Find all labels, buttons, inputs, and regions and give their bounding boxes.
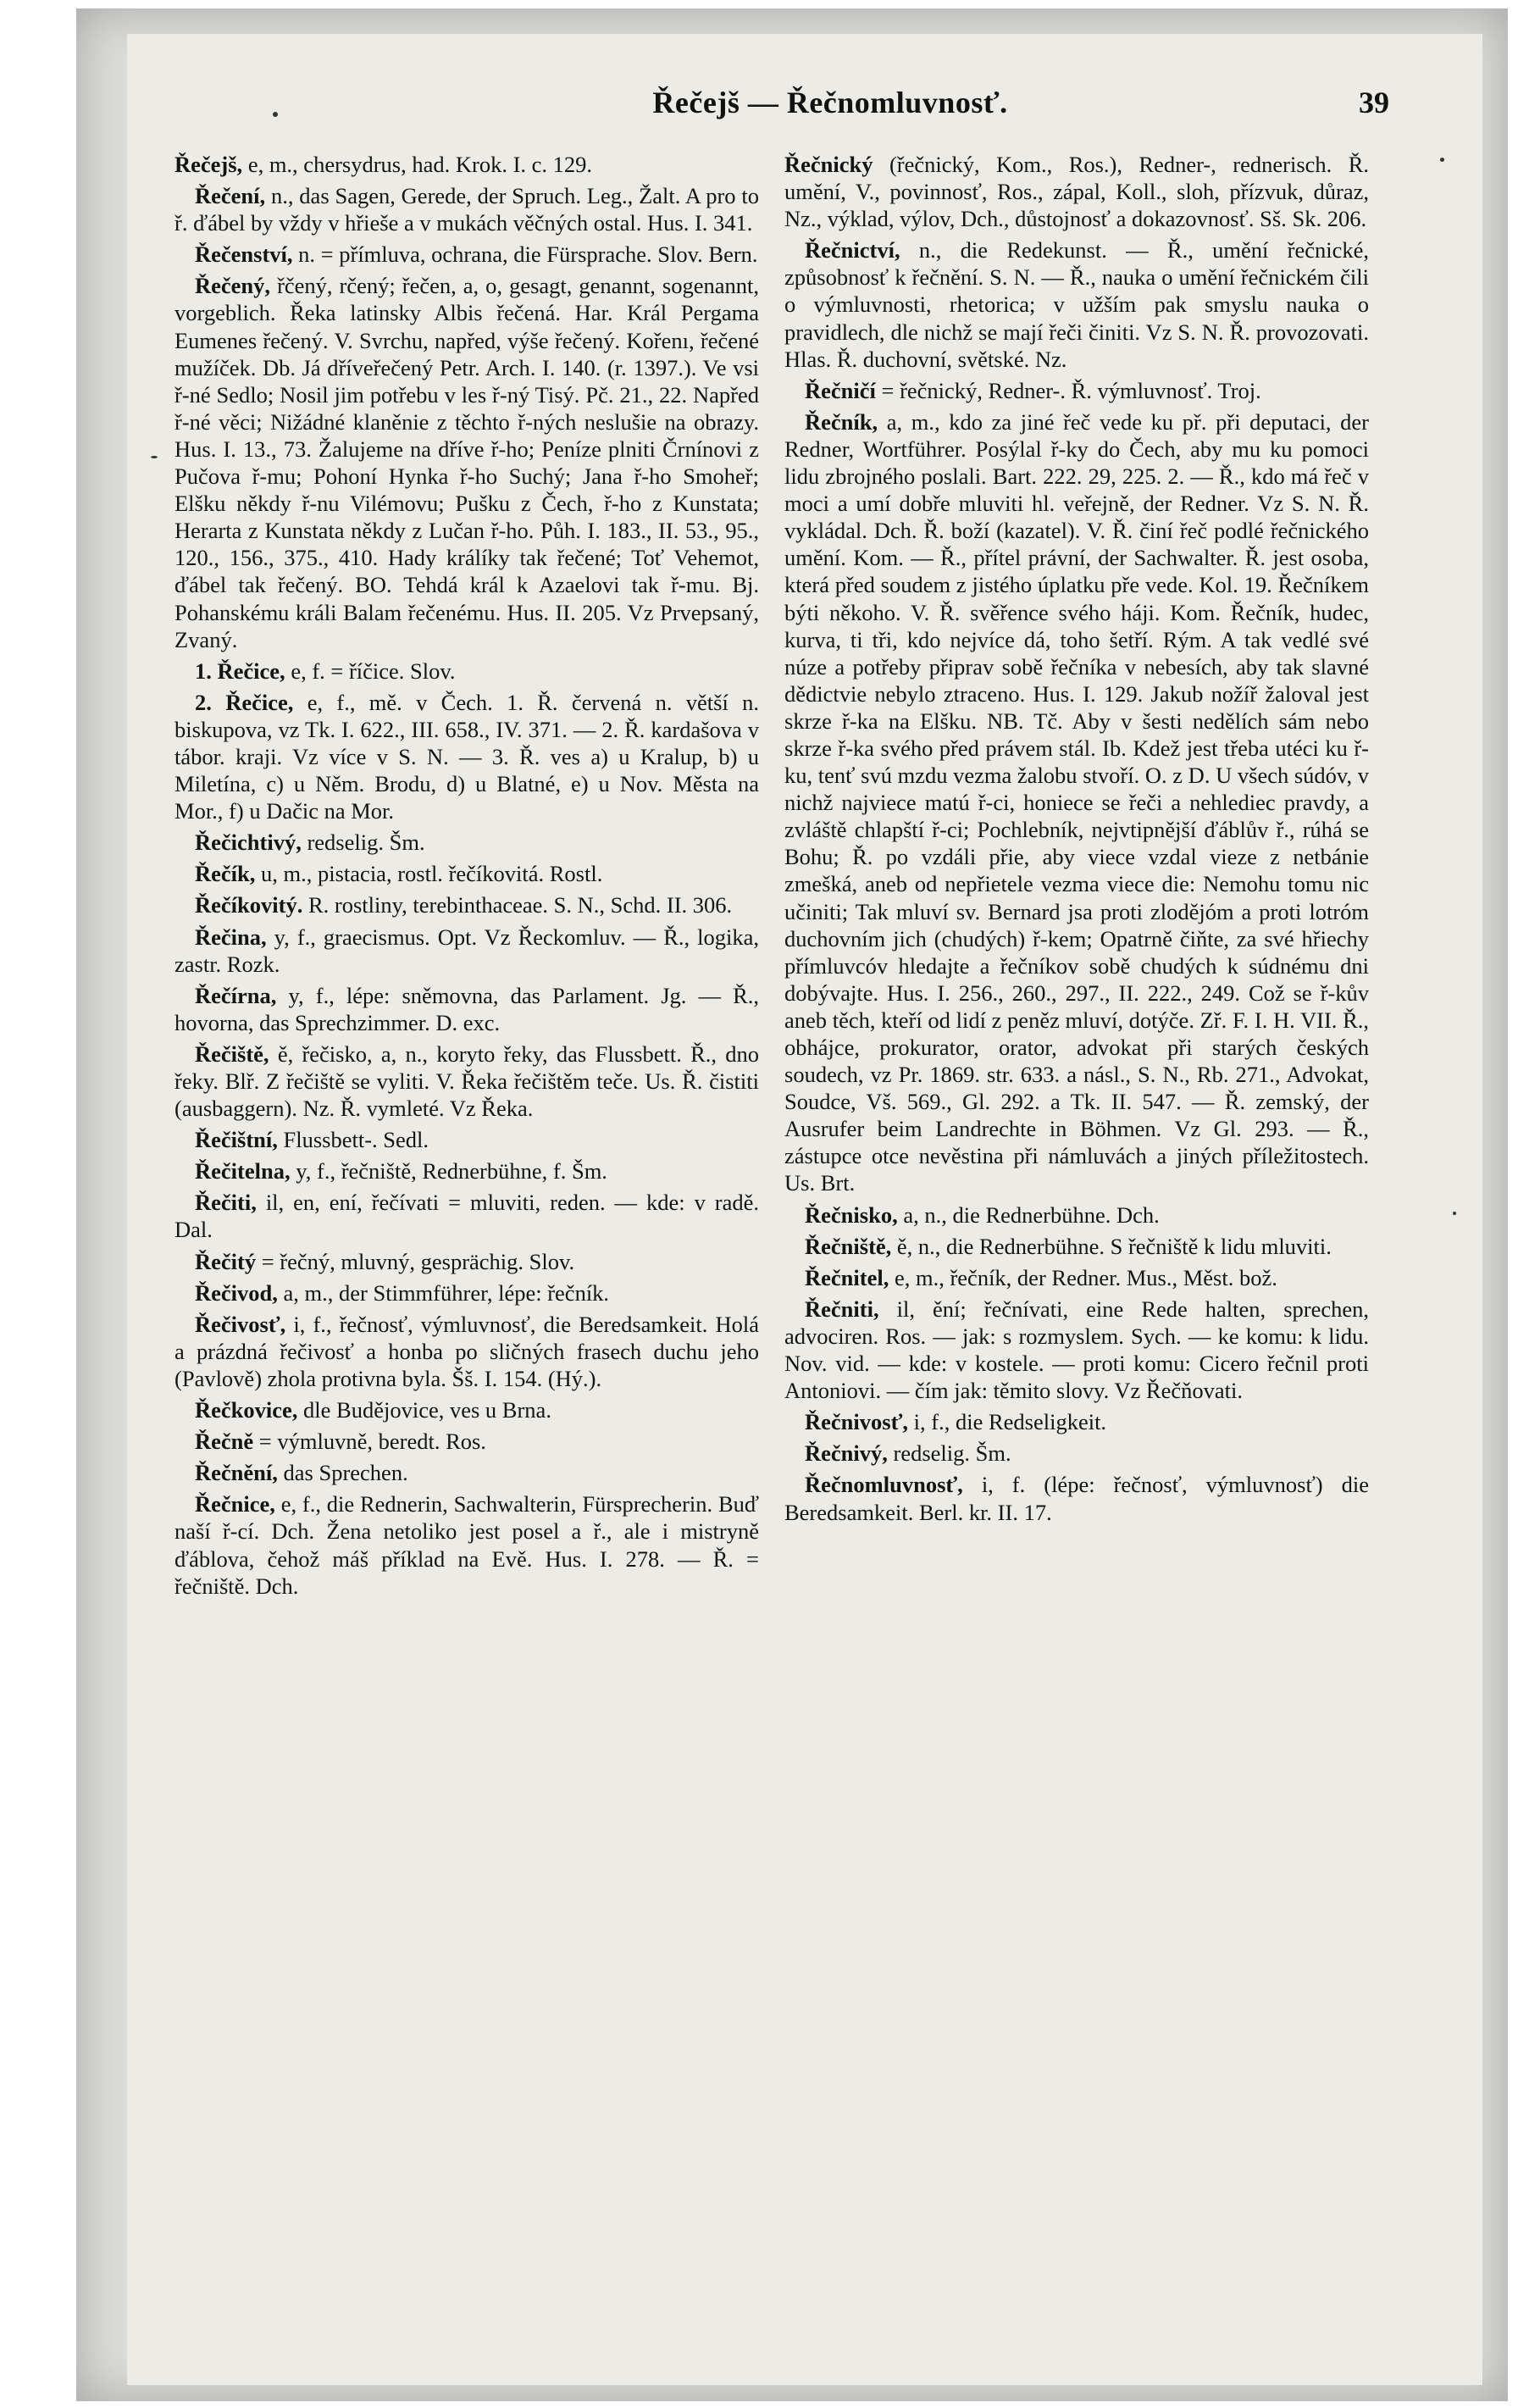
entry-headword: Řečina, xyxy=(195,924,267,950)
entry-headword: Řečíkovitý. xyxy=(195,892,303,918)
entry-headword: Řečenství, xyxy=(195,241,293,268)
entry-headword: Řečený, xyxy=(195,273,271,299)
entry-definition: = řečný, mluvný, gesprächig. Slov. xyxy=(261,1248,575,1274)
entry-headword: Řečnivosť, xyxy=(805,1409,909,1435)
entry-definition: e, m., řečník, der Redner. Mus., Měst. bož. xyxy=(894,1264,1277,1290)
running-head-title: Řečejš — Řečnomluvnosť. xyxy=(652,86,1008,119)
entry-headword: Řečík, xyxy=(195,861,256,887)
print-speck xyxy=(273,112,278,117)
left-column-entry xyxy=(175,891,759,918)
entry-definition: y, f., lépe: sněmovna, das Parlament. Jg. — Ř., hovorna, das Sprechzimmer. D. exc. xyxy=(175,982,759,1035)
entry-definition: ě, řečisko, a, n., koryto řeky, das Flussbett. Ř., dno řeky. Blř. Z řečiště se vyliti. V. Řeka řečištěm teče. Us. Ř. čistiti (ausbaggern). Nz. Ř. vymleté. Vz Řeka. xyxy=(175,1040,759,1122)
entry-headword: Řečiště, xyxy=(195,1040,269,1067)
entry-definition: R. rostliny, terebinthaceae. S. N., Schd. II. 306. xyxy=(307,892,733,918)
right-column xyxy=(784,151,1369,1530)
right-column-entry xyxy=(784,1471,1369,1525)
entry-headword: Řečnomluvnosť, xyxy=(805,1472,963,1498)
entry-definition: a, m., kdo za jiné řeč vede ku př. při deputaci, der Redner, Wortführer. Posýlal ř-ky do Čech, aby mu ku pomoci lidu zbrojného poslali. Bart. 222. 29, 225. 2. — Ř., kdo má řeč v moci a umí dobře mluviti hl. veřejně, der Redner. Vz S. N. Ř. vykládal. Dch. Ř. boží (kazatel). V. Ř. činí řeč podlé řečnického umění. Kom. — Ř., přítel právní, der Sachwalter. Ř. jest osoba, která před soudem z jistého úplatku pře vede. Kol. 19. Řečníkem býti někoho. V. Ř. svěřence svého háji. Kom. Řečník, hudec, kurva, ti tři, kdo nejvíce dá, toho šetří. Rým. A tak vedlé své núze a potřeby připrav sobě řečníka v nebesích, aby tak slavné dědictvie nebylo ztraceno. Hus. I. 129. Jakub nožíř žaloval jest skrze ř-ka na Elšku. NB. Tč. Aby v šesti nedělích sám nebo skrze ř-ka svého před právem stál. Ib. Kdež jest třeba utéci ku ř-ku, tenť svú mzdu vezma žalobu stvoří. O. z D. U všech súdóv, v nichž najviece matú ř-ci, honiece se řeči a nehlediec pravdy, a zvláště chlapští ř-ci; Pochlebník, nejvtipnější ďáblův ř., rúhá se Bohu; Ř. po vzdáli přie, aby viece vzdal vieze z netbánie zmešká, aneb od nepřietele vezma viece die: Nemohu tomu nic učiniti; Tak mluví sv. Bernard jsa proti zlodějóm a proti lotróm duchovním jich (chudých) ř-kem; Opatrně čiňte, za své hřiechy přímluvcóv hledajte a řečníkov sobě chudých k súdnému dni dobývajte. Hus. I. 256., 260., 297., II. 222., 249. Což se ř-kův aneb těch, kteří od lidí z peněz mluví, dotýče. Zř. F. I. H. VII. Ř., obhájce, prokurator, orator, advokat při starých českých soudech, vz Pr. 1869. str. 633. a násl., S. N., Rb. 271., Advokat, Soudce, Vš. 569., Gl. 292. a Tk. II. 547. — Ř. zemský, der Ausrufer beim Landrechte in Böhmen. Vz Gl. 293. — Ř., zástupce otce nevěstina při námluvách a jiných příležitostech. Us. Brt. xyxy=(784,408,1370,1196)
entry-headword: Řečejš, xyxy=(175,152,243,177)
left-column-entry xyxy=(175,1040,759,1122)
entry-headword: Řečírna, xyxy=(195,982,277,1008)
entry-definition: (řečnický, Kom., Ros.), Redner-, rednerisch. Ř. umění, V., povinnosť, Ros., zápal, Koll., sloh, přízvuk, důraz, Nz., výklad, výlov, Dch., důstojnosť a dokazovnosť. Sš. Sk. 206. xyxy=(784,152,1369,232)
entry-headword: Řečně xyxy=(195,1429,254,1455)
running-head xyxy=(0,85,1518,127)
entry-headword: Řečitelna, xyxy=(195,1158,291,1185)
right-column-entry xyxy=(784,408,1369,1197)
entry-definition: e, m., chersydrus, had. Krok. I. c. 129. xyxy=(247,152,593,177)
print-speck xyxy=(1440,158,1444,162)
entry-definition: y, f., řečniště, Rednerbühne, f. Šm. xyxy=(296,1158,607,1185)
entry-definition: i, f. (lépe: řečnosť, výmluvnosť) die Beredsamkeit. Berl. kr. II. 17. xyxy=(784,1472,1369,1525)
right-column-entry xyxy=(784,1440,1369,1467)
entry-headword: Řečkovice, xyxy=(195,1397,298,1423)
left-column-entry xyxy=(175,689,759,824)
left-column-entry xyxy=(175,1189,759,1243)
entry-definition: = výmluvně, beredt. Ros. xyxy=(258,1429,486,1455)
entry-headword: Řečiti, xyxy=(195,1190,257,1216)
entry-definition: a, m., der Stimmführer, lépe: řečník. xyxy=(283,1279,610,1306)
print-speck xyxy=(151,456,158,458)
left-column-entry xyxy=(175,1459,759,1486)
entry-definition: e, f., mě. v Čech. 1. Ř. červená n. větší n. biskupova, vz Tk. I. 622., III. 658., IV. 371. — 2. Ř. kardašova v tábor. kraji. Vz více v S. N. — 3. Ř. ves a) u Kralup, b) u Miletína, c) u Něm. Brodu, d) u Blatné, e) u Nov. Města na Mor., f) u Dačic na Mor. xyxy=(175,689,760,824)
entry-headword: Řečnictví, xyxy=(805,237,900,264)
entry-definition: = řečnický, Redner-. Ř. výmluvnosť. Troj. xyxy=(881,377,1261,403)
left-column-entry xyxy=(175,241,759,268)
entry-headword: Řečník, xyxy=(805,408,878,435)
entry-definition: dle Budějovice, ves u Brna. xyxy=(303,1397,551,1423)
entry-headword: Řečnění, xyxy=(195,1460,278,1486)
entry-definition: e, f. = říčice. Slov. xyxy=(291,657,456,684)
entry-definition: redselig. Šm. xyxy=(893,1440,1011,1467)
entry-headword: Řečichtivý, xyxy=(195,829,302,856)
left-column-entry xyxy=(175,860,759,887)
left-column-entry xyxy=(175,1490,759,1599)
entry-headword: Řečivosť, xyxy=(195,1311,286,1337)
entry-headword: Řečnice, xyxy=(195,1491,275,1517)
entry-headword: Řečitý xyxy=(195,1248,257,1274)
left-column-entry xyxy=(175,1311,759,1392)
entry-headword: Řečištní, xyxy=(195,1127,278,1153)
right-column-entry xyxy=(784,1296,1369,1404)
entry-definition: e, f., die Rednerin, Sachwalterin, Fürsprecherin. Buď naší ř-cí. Dch. Žena netoliko jest posel a ř., ale i mistryně ďáblova, čehož máš příklad na Evě. Hus. I. 278. — Ř. = řečniště. Dch. xyxy=(175,1491,759,1599)
left-column-entry xyxy=(175,1428,759,1455)
left-column xyxy=(175,151,759,1604)
entry-definition: das Sprechen. xyxy=(283,1460,408,1486)
left-column-entry xyxy=(175,1396,759,1423)
right-column-entry xyxy=(784,151,1369,232)
left-column-entry xyxy=(175,151,759,178)
left-column-entry xyxy=(175,1279,759,1307)
right-column-entry xyxy=(784,377,1369,404)
right-column-entry xyxy=(784,1233,1369,1260)
entry-headword: Řečnitel, xyxy=(805,1264,889,1290)
left-column-entry xyxy=(175,1157,759,1185)
entry-definition: n., die Redekunst. — Ř., umění řečnické, způsobnosť k řečnění. S. N. — Ř., nauka o umění řečnickém čili o výmluvnosti, rhetorica; v užším pak smyslu nauka o pravidlech, dle nichž se mají řeči činiti. Vz S. N. Ř. provozovati. Hlas. Ř. duchovní, světské. Nz. xyxy=(784,237,1370,372)
entry-headword: Řečniště, xyxy=(805,1233,892,1259)
entry-definition: il, ění; řečnívati, eine Rede halten, sprechen, advociren. Ros. — jak: s rozmyslem. Sych. — ke komu: k lidu. Nov. vid. — kde: v kostele. — proti komu: Cicero řečnil proti Antoniovi. — čím jak: těmito slovy. Vz Řečňovati. xyxy=(784,1296,1370,1404)
left-column-entry xyxy=(175,1126,759,1153)
left-column-entry xyxy=(175,657,759,685)
left-column-entry xyxy=(175,1248,759,1275)
entry-definition: ě, n., die Rednerbühne. S řečniště k lidu mluviti. xyxy=(896,1233,1332,1259)
entry-definition: y, f., graecismus. Opt. Vz Řeckomluv. — Ř., logika, zastr. Rozk. xyxy=(175,924,759,977)
entry-headword: Řečnisko, xyxy=(805,1201,898,1228)
right-column-entry xyxy=(784,1201,1369,1229)
entry-headword: 1. Řečice, xyxy=(195,657,285,684)
entry-headword: Řečničí xyxy=(805,377,876,403)
entry-definition: il, en, ení, řečívati = mluviti, reden. — kde: v radě. Dal. xyxy=(175,1190,760,1243)
entry-definition: i, f., die Redseligkeit. xyxy=(913,1409,1107,1435)
entry-headword: Řečivod, xyxy=(195,1279,278,1306)
entry-headword: Řečniti, xyxy=(805,1296,879,1322)
entry-definition: a, n., die Rednerbühne. Dch. xyxy=(903,1201,1160,1228)
entry-definition: n., das Sagen, Gerede, der Spruch. Leg., Žalt. A pro to ř. ďábel by vždy v hřieše a v mukách věčných ostal. Hus. I. 341. xyxy=(175,183,759,236)
left-column-entry xyxy=(175,182,759,236)
entry-definition: i, f., řečnosť, výmluvnosť, die Beredsamkeit. Holá a prázdná řečivosť a honba po sličných frasech duchu jeho (Pavlově) zhola protivna byla. Šš. I. 154. (Hý.). xyxy=(175,1311,759,1391)
entry-headword: 2. Řečice, xyxy=(195,689,294,715)
entry-headword: Řečnivý, xyxy=(805,1440,888,1467)
right-column-entry xyxy=(784,1408,1369,1435)
print-speck xyxy=(1453,1212,1456,1215)
entry-definition: Flussbett-. Sedl. xyxy=(283,1127,429,1153)
entry-definition: u, m., pistacia, rostl. řečíkovitá. Rostl. xyxy=(261,861,603,887)
entry-definition: redselig. Šm. xyxy=(307,829,425,856)
entry-headword: Řečnický xyxy=(784,152,873,177)
left-column-entry xyxy=(175,924,759,978)
left-column-entry xyxy=(175,829,759,856)
left-column-entry xyxy=(175,272,759,652)
left-column-entry xyxy=(175,982,759,1036)
entry-definition: n. = přímluva, ochrana, die Fürsprache. Slov. Bern. xyxy=(298,241,758,268)
entry-headword: Řečení, xyxy=(195,183,266,209)
page-number: 39 xyxy=(1359,86,1389,119)
right-column-entry xyxy=(784,1264,1369,1291)
entry-definition: řčený, rčený; řečen, a, o, gesagt, genannt, sogenannt, vorgeblich. Řeka latinsky Albis řečená. Har. Král Pergama Eumenes řečený. V. Svrchu, napřed, výše řečený. Kořenı, řečené mužíček. Db. Já dříveřečený Petr. Arch. I. 140. (r. 1397.). Ve vsi ř-né Sedlo; Nosil jim potřebu v les ř-ný Tisý. Pč. 21., 22. Napřed ř-né věci; Nižádné klaněnie z těchto ř-ných neslušie na obrazy. Hus. I. 13., 73. Žalujeme na dříve ř-ho; Peníze plniti Črnínovi z Pučova ř-mu; Pohoní Hynka ř-ho Suchý; Jana ř-ho Smoheř; Elšku někdy ř-nu Vilémovu; Pušku z Čech, ř-ho z Kunstata; Herarta z Kunstata někdy z Lučan ř-ho. Půh. I. 183., II. 53., 95., 120., 156., 375., 410. Hady králíky tak řečené; Toť Vehemot, ďábel tak řečený. BO. Tehdá král k Azaelovi tak ř-mu. Bj. Pohanskému králi Balam řečenému. Hus. II. 205. Vz Prvepsaný, Zvaný. xyxy=(175,273,760,652)
right-column-entry xyxy=(784,236,1369,372)
